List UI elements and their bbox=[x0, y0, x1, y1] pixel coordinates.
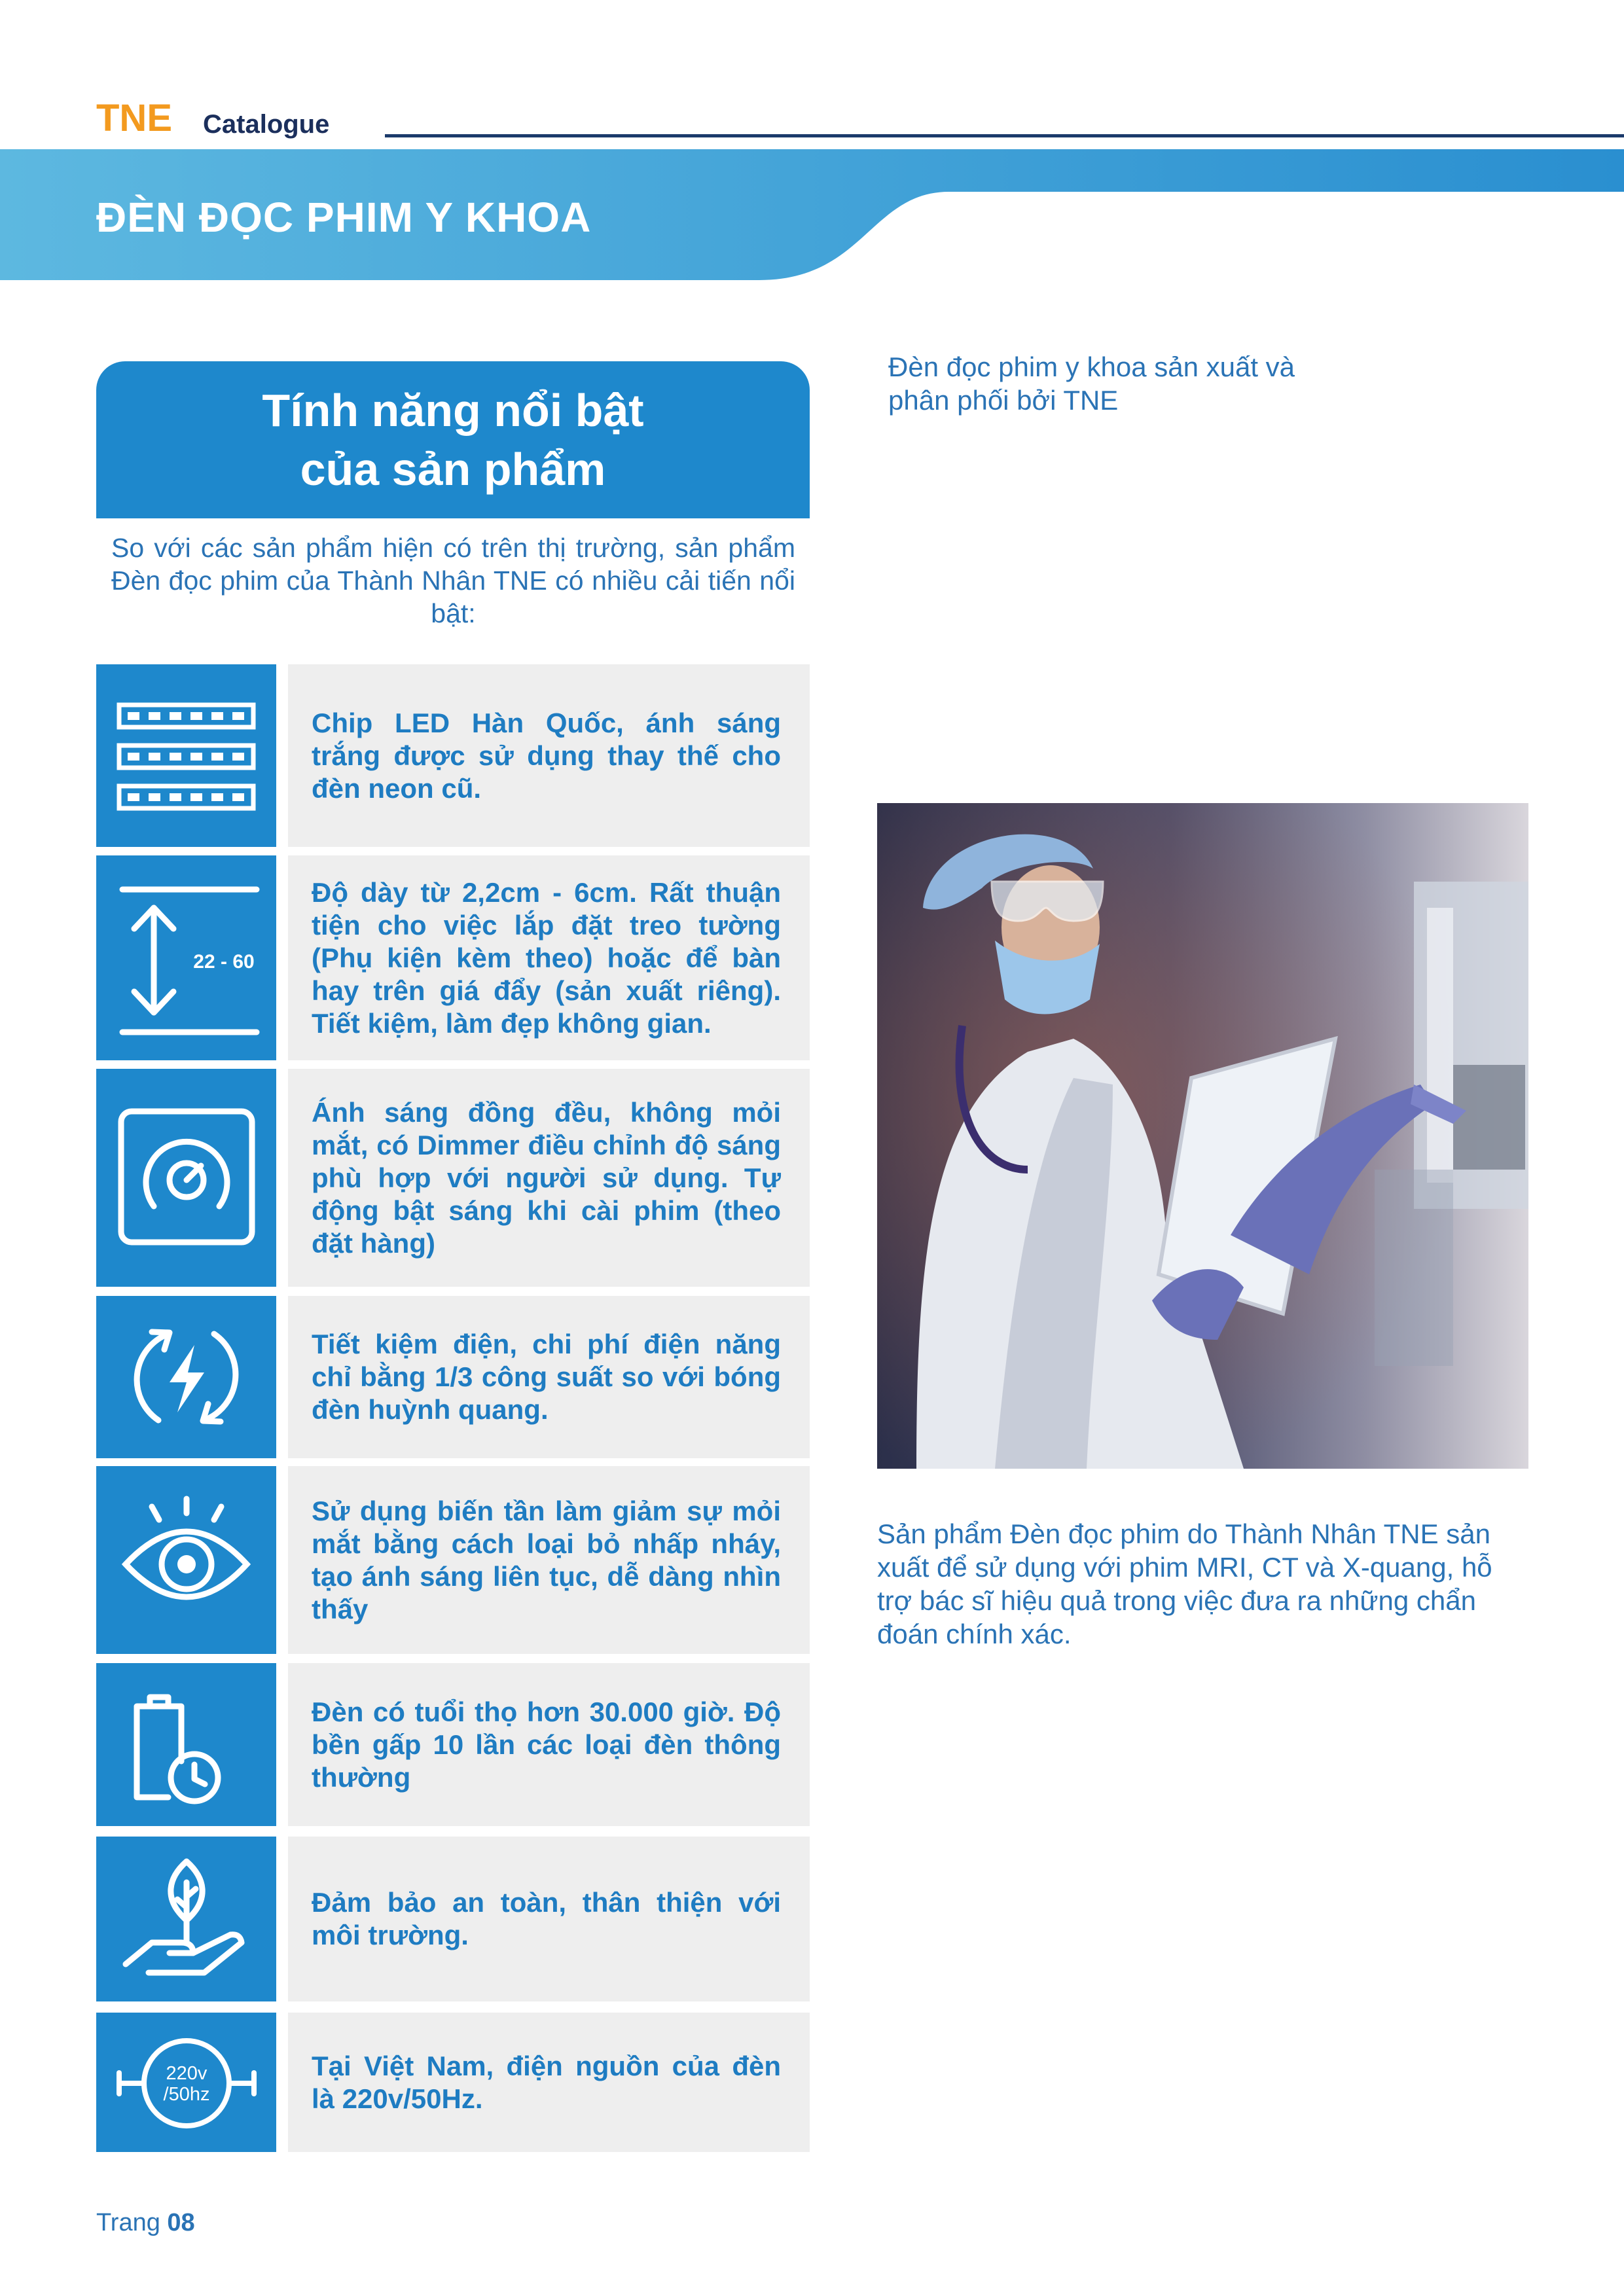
feature-row bbox=[96, 1296, 810, 1458]
feature-row bbox=[96, 1069, 810, 1287]
eco-hand-icon bbox=[96, 1837, 276, 2001]
feature-row bbox=[96, 664, 810, 847]
feature-row bbox=[96, 1663, 810, 1826]
logo-text: TNE bbox=[96, 98, 172, 137]
product-caption-bottom: Sản phẩm Đèn đọc phim do Thành Nhân TNE sản xuất để sử dụng với phim MRI, CT và X-quang, hỗ trợ bác sĩ hiệu quả trong việc đưa ra những chẩn đoán chính xác. bbox=[877, 1518, 1492, 1649]
feature-text: Sử dụng biến tần làm giảm sự mỏi mắt bằng cách loại bỏ nhấp nháy, tạo ánh sáng liên tục, dễ dàng nhìn thấy bbox=[312, 1495, 781, 1624]
product-caption-top: Đèn đọc phim y khoa sản xuất và phân phối bởi TNE bbox=[888, 351, 1295, 416]
feature-text: Đèn có tuổi thọ hơn 30.000 giờ. Độ bền gấp 10 lần các loại đèn thông thường bbox=[312, 1696, 781, 1793]
doctor-xray-photo bbox=[877, 803, 1528, 1469]
feature-row bbox=[96, 2013, 810, 2152]
page-number bbox=[96, 2209, 195, 2237]
feature-text-panel bbox=[288, 664, 810, 847]
features-heading bbox=[96, 361, 810, 518]
eye-icon bbox=[96, 1466, 276, 1654]
feature-text-panel bbox=[288, 2013, 810, 2152]
feature-row bbox=[96, 1466, 810, 1654]
features-heading-line1: Tính năng nổi bật bbox=[262, 385, 644, 436]
feature-text-panel bbox=[288, 1837, 810, 2001]
tne-logo bbox=[96, 98, 188, 137]
features-heading-line2: của sản phẩm bbox=[300, 444, 606, 495]
feature-text: Đảm bảo an toàn, thân thiện với môi trường. bbox=[312, 1887, 781, 1950]
battery-clock-icon bbox=[96, 1663, 276, 1826]
page-number-value: 08 bbox=[167, 2209, 195, 2236]
thickness-label: 22 - 60 bbox=[193, 951, 255, 973]
voltage-label: 220v bbox=[166, 2063, 208, 2084]
feature-text-panel bbox=[288, 855, 810, 1060]
led-chip-icon bbox=[96, 664, 276, 847]
thickness-icon bbox=[96, 855, 276, 1060]
energy-saving-icon bbox=[96, 1296, 276, 1458]
feature-text: Chip LED Hàn Quốc, ánh sáng trắng được sử dụng thay thế cho đèn neon cũ. bbox=[312, 707, 781, 804]
feature-text-panel bbox=[288, 1663, 810, 1826]
dimmer-icon bbox=[96, 1069, 276, 1287]
feature-text: Tiết kiệm điện, chi phí điện năng chỉ bằng 1/3 công suất so với bóng đèn huỳnh quang. bbox=[312, 1329, 781, 1425]
page-label: Trang bbox=[96, 2209, 160, 2236]
feature-text: Ánh sáng đồng đều, không mỏi mắt, có Dimmer điều chỉnh độ sáng phù hợp với người sử dụng. Tự động bật sáng khi cài phim (theo đặt hàng) bbox=[312, 1096, 781, 1259]
feature-row bbox=[96, 855, 810, 1060]
catalogue-label: Catalogue bbox=[203, 110, 330, 139]
feature-text-panel bbox=[288, 1069, 810, 1287]
frequency-label: /50hz bbox=[163, 2084, 210, 2105]
features-intro: So với các sản phẩm hiện có trên thị trường, sản phẩm Đèn đọc phim của Thành Nhân TNE có nhiều cải tiến nổi bật: bbox=[111, 533, 795, 628]
header-rule bbox=[385, 134, 1624, 137]
feature-text: Độ dày từ 2,2cm - 6cm. Rất thuận tiện cho việc lắp đặt treo tường (Phụ kiện kèm theo) hoặc để bàn hay trên giá đẩy (sản xuất riêng). Tiết kiệm, làm đẹp không gian. bbox=[312, 876, 781, 1039]
feature-text-panel bbox=[288, 1466, 810, 1654]
feature-row bbox=[96, 1837, 810, 2001]
page-title: ĐÈN ĐỌC PHIM Y KHOA bbox=[96, 194, 592, 241]
feature-text: Tại Việt Nam, điện nguồn của đèn là 220v/50Hz. bbox=[312, 2050, 781, 2114]
voltage-icon bbox=[96, 2013, 276, 2152]
feature-text-panel bbox=[288, 1296, 810, 1458]
